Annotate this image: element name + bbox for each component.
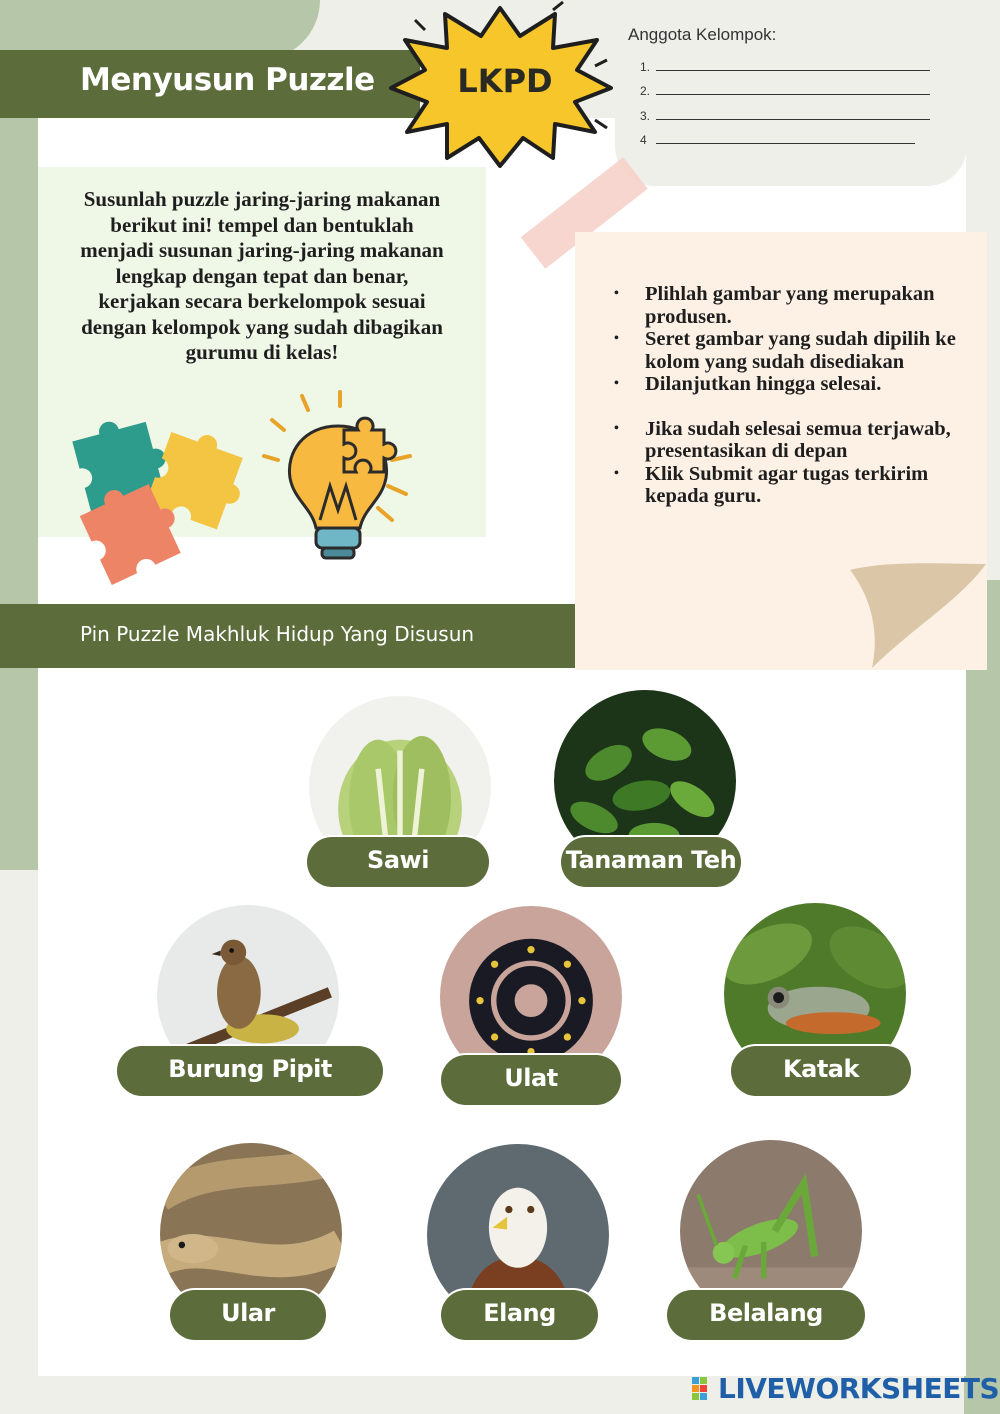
- section-bar: [0, 604, 575, 668]
- step-item: • Seret gambar yang sudah dipilih ke kolom yang sudah disediakan: [612, 328, 972, 373]
- liveworksheets-brand[interactable]: LIVEWORKSHEETS: [718, 1372, 1000, 1405]
- organism-label-ular[interactable]: Ular: [170, 1290, 326, 1340]
- page-title: Menyusun Puzzle: [80, 62, 375, 98]
- lkpd-badge: LKPD: [457, 62, 553, 100]
- instruction-text: Susunlah puzzle jaring-jaring makanan berikut ini! tempel dan bentuklah menjadi susunan jaring-jaring makanan lengkap dengan tepat dan benar, kerjakan secara berkelompok sesuai dengan kelompok yang sudah dibagikan gurumu di kelas!: [80, 187, 444, 364]
- title-bar: [0, 50, 420, 118]
- organism-label-ulat[interactable]: Ulat: [441, 1055, 621, 1105]
- section-title: Pin Puzzle Makhluk Hidup Yang Disusun: [80, 622, 475, 646]
- organism-label-sawi[interactable]: Sawi: [307, 837, 489, 887]
- organism-label-elang[interactable]: Elang: [441, 1290, 598, 1340]
- step-item: • Jika sudah selesai semua terjawab, presentasikan di depan: [612, 418, 972, 463]
- member-title: Anggota Kelompok:: [628, 25, 777, 44]
- organism-label-burung-pipit[interactable]: Burung Pipit: [117, 1046, 383, 1096]
- puzzle-pieces-icon: [60, 405, 260, 590]
- organism-label-katak[interactable]: Katak: [731, 1046, 911, 1096]
- member-line[interactable]: 4: [640, 133, 915, 147]
- liveworksheets-logo-icon: [692, 1377, 716, 1401]
- background-strip-right: [964, 580, 1000, 1414]
- steps-list: [612, 283, 972, 508]
- background-strip-left: [0, 110, 38, 870]
- step-item: • Plihlah gambar yang merupakan produsen.: [612, 283, 972, 328]
- step-item: • Klik Submit agar tugas terkirim kepada guru.: [612, 463, 972, 508]
- member-line[interactable]: 1.: [640, 60, 930, 74]
- organism-label-tanaman-teh[interactable]: Tanaman Teh: [561, 837, 741, 887]
- page-curl-icon: [850, 560, 990, 670]
- member-line[interactable]: 3.: [640, 109, 930, 123]
- light-bulb-icon: [260, 390, 420, 570]
- organism-label-belalang[interactable]: Belalang: [667, 1290, 865, 1340]
- step-item: • Dilanjutkan hingga selesai.: [612, 373, 972, 396]
- member-line[interactable]: 2.: [640, 84, 930, 98]
